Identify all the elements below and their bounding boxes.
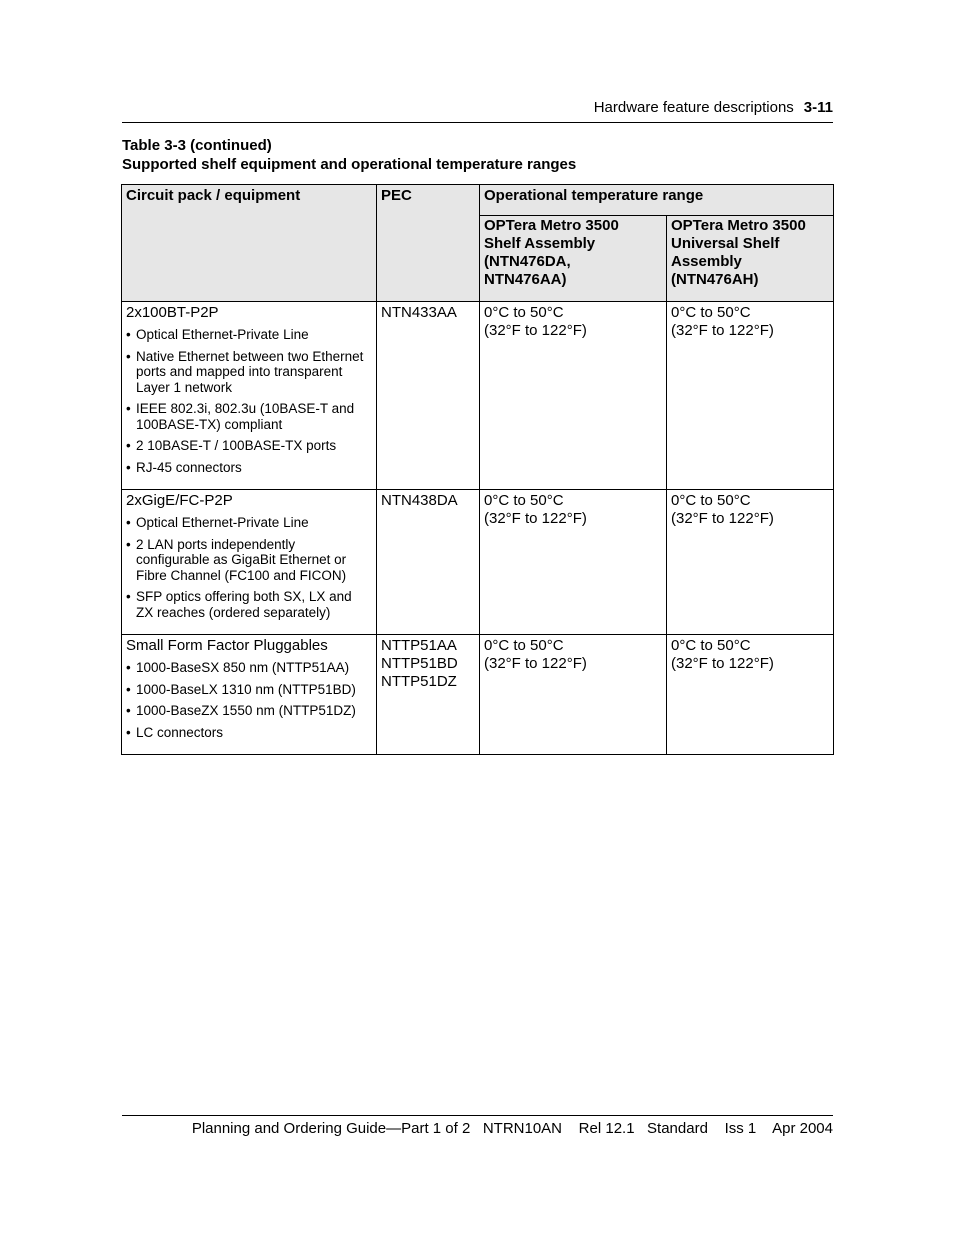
table-title: Supported shelf equipment and operational temperature ranges	[122, 156, 577, 173]
temp-cell-shelf: 0°C to 50°C (32°F to 122°F)	[480, 490, 667, 635]
page-number: 3-11	[803, 99, 833, 116]
table-row	[122, 635, 834, 755]
temp-cell-shelf: 0°C to 50°C (32°F to 122°F)	[480, 635, 667, 755]
feature-bullet: • 1000-BaseZX 1550 nm (NTTP51DZ)	[126, 703, 372, 719]
equipment-table	[121, 184, 834, 755]
equipment-cell	[122, 302, 377, 490]
feature-bullet: • SFP optics offering both SX, LX and ZX reaches (ordered separately)	[126, 589, 372, 620]
temp-cell-universal: 0°C to 50°C (32°F to 122°F)	[667, 302, 834, 490]
pec-cell: NTTP51AA NTTP51BD NTTP51DZ	[377, 635, 480, 755]
feature-bullet: • LC connectors	[126, 725, 372, 741]
temp-cell-shelf: 0°C to 50°C (32°F to 122°F)	[480, 302, 667, 490]
table-row	[122, 490, 834, 635]
temp-cell-universal: 0°C to 50°C (32°F to 122°F)	[667, 635, 834, 755]
feature-bullet: • Native Ethernet between two Ethernet ports and mapped into transparent Layer 1 network	[126, 349, 372, 396]
feature-bullet: • 2 LAN ports independently configurable as GigaBit Ethernet or Fibre Channel (FC100 and FICON)	[126, 537, 372, 584]
feature-bullet: • Optical Ethernet-Private Line	[126, 515, 372, 531]
feature-bullet: • 1000-BaseSX 850 nm (NTTP51AA)	[126, 660, 372, 676]
section-title: Hardware feature descriptions	[593, 99, 794, 116]
header-shelf-assembly: OPTera Metro 3500 Shelf Assembly (NTN476DA, NTN476AA)	[480, 216, 667, 302]
feature-bullet: • 2 10BASE-T / 100BASE-TX ports	[126, 438, 372, 454]
header-pec: PEC	[377, 185, 480, 302]
table-caption	[122, 136, 576, 174]
feature-bullet: • RJ-45 connectors	[126, 460, 372, 476]
header-universal-shelf-assembly: OPTera Metro 3500 Universal Shelf Assembly (NTN476AH)	[667, 216, 834, 302]
pec-cell: NTN433AA	[377, 302, 480, 490]
feature-bullet: • IEEE 802.3i, 802.3u (10BASE-T and 100BASE-TX) compliant	[126, 401, 372, 432]
equipment-name: 2x100BT-P2P	[126, 304, 219, 321]
page-footer	[122, 1115, 833, 1137]
feature-bullet: • 1000-BaseLX 1310 nm (NTTP51BD)	[126, 682, 372, 698]
footer-text: Planning and Ordering Guide—Part 1 of 2 NTRN10AN Rel 12.1 Standard Iss 1 Apr 2004	[191, 1120, 833, 1137]
equipment-name: 2xGigE/FC-P2P	[126, 492, 233, 509]
table-number: Table 3-3 (continued)	[122, 137, 272, 154]
equipment-name: Small Form Factor Pluggables	[126, 637, 328, 654]
feature-bullet: • Optical Ethernet-Private Line	[126, 327, 372, 343]
pec-cell: NTN438DA	[377, 490, 480, 635]
header-equipment: Circuit pack / equipment	[122, 185, 377, 302]
temp-cell-universal: 0°C to 50°C (32°F to 122°F)	[667, 490, 834, 635]
header-temperature-range: Operational temperature range	[480, 185, 834, 216]
equipment-cell	[122, 490, 377, 635]
page-header	[122, 98, 833, 123]
table-row	[122, 302, 834, 490]
equipment-cell	[122, 635, 377, 755]
